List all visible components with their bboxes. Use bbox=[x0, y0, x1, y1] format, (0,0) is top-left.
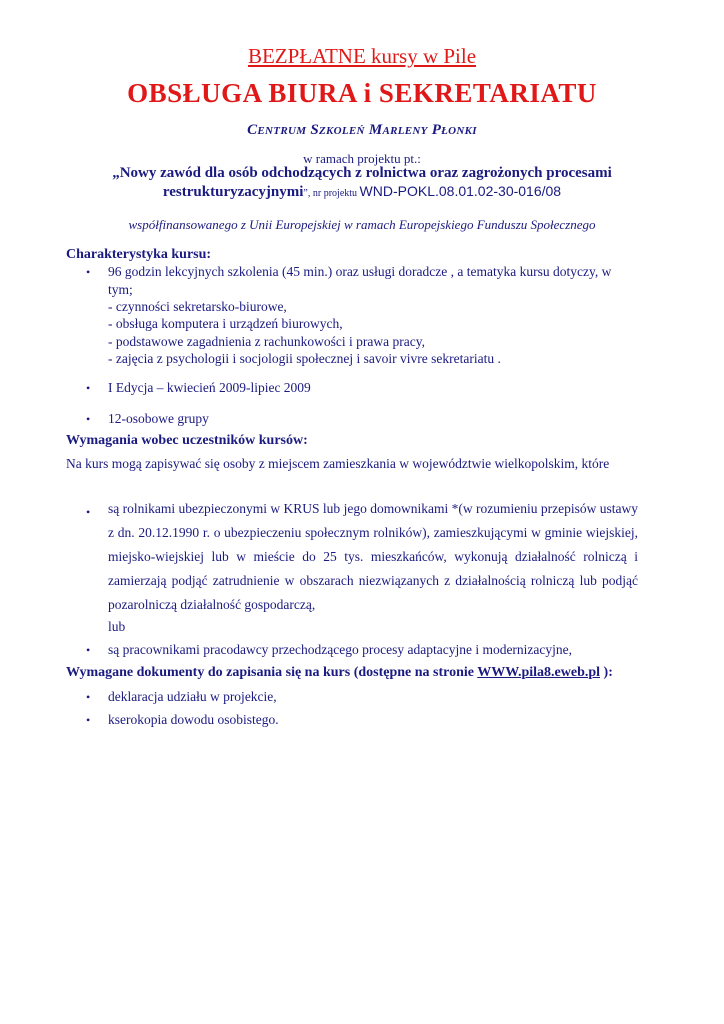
requirement-line: miejsko-wiejskiej lub w mieście do 25 tys. mieszkańców, wykonują działalność rolniczą i bbox=[108, 549, 638, 564]
section-heading-requirements: Wymagania wobec uczestników kursów: bbox=[66, 433, 308, 448]
or-separator: lub bbox=[108, 619, 126, 634]
project-number-label: nr projektu bbox=[310, 188, 360, 199]
bullet-icon: • bbox=[86, 412, 91, 426]
requirement-line: są rolnikami ubezpieczonymi w KRUS lub jego domownikami *(w rozumieniu przepisów ustawy bbox=[108, 501, 638, 516]
bullet-icon: • bbox=[86, 505, 91, 519]
cofinancing-note: współfinansowanego z Unii Europejskiej w ramach Europejskiego Funduszu Społecznego bbox=[128, 217, 596, 232]
documents-heading-text: Wymagane dokumenty do zapisania się na kurs (dostępne na stronie bbox=[66, 665, 478, 680]
bullet-icon: • bbox=[86, 381, 91, 395]
requirement-line: zamierzają podjąć zatrudnienie w obszarach niezwiązanych z działalnością rolniczą lub podjąć bbox=[108, 573, 638, 588]
topic-item: - podstawowe zagadnienia z rachunkowości i prawa pracy, bbox=[108, 334, 425, 349]
requirement-line: pozarolniczą działalność gospodarczą, bbox=[108, 597, 316, 612]
bullet-icon: • bbox=[86, 690, 91, 704]
project-title-line1: „Nowy zawód dla osób odchodzących z rolnictwa oraz zagrożonych procesami bbox=[112, 165, 612, 181]
project-title-line2-text: restrukturyzacyjnymi bbox=[162, 184, 304, 200]
project-number: WND-POKL.08.01.02-30-016/08 bbox=[359, 183, 562, 199]
project-quote-end: ”, bbox=[303, 188, 311, 199]
bullet-icon: • bbox=[86, 265, 91, 279]
requirement-line: z dn. 20.12.1990 r. o ubezpieczeniu społecznym rolników), zamieszkującymi w gminie wiejskiej, bbox=[108, 525, 638, 540]
bullet-icon: • bbox=[86, 713, 91, 727]
edition-info: I Edycja – kwiecień 2009-lipiec 2009 bbox=[108, 380, 311, 395]
requirements-intro: Na kurs mogą zapisywać się osoby z miejscem zamieszkania w województwie wielkopolskim, które bbox=[66, 456, 610, 471]
organizer-name: Centrum Szkoleń Marleny Płonki bbox=[247, 122, 477, 138]
document-item: kserokopia dowodu osobistego. bbox=[108, 712, 279, 727]
bullet-icon: • bbox=[86, 643, 91, 657]
project-title-line2 bbox=[0, 183, 724, 201]
course-hours-line1: 96 godzin lekcyjnych szkolenia (45 min.) oraz usługi doradcze , a tematyka kursu dotyczy, w bbox=[108, 264, 612, 279]
title-main: OBSŁUGA BIURA i SEKRETARIATU bbox=[127, 78, 597, 108]
topic-item: - czynności sekretarsko-biurowe, bbox=[108, 299, 287, 314]
requirement-employees: są pracownikami pracodawcy przechodzącego procesy adaptacyjne i modernizacyjne, bbox=[108, 642, 573, 657]
group-size-info: 12-osobowe grupy bbox=[108, 411, 209, 426]
website-link[interactable]: WWW.pila8.eweb.pl bbox=[477, 665, 601, 680]
title-top: BEZPŁATNE kursy w Pile bbox=[247, 44, 477, 68]
course-hours-line2: tym; bbox=[108, 282, 133, 297]
section-heading-documents bbox=[66, 665, 613, 681]
documents-heading-suffix: ): bbox=[600, 665, 613, 680]
document-item: deklaracja udziału w projekcie, bbox=[108, 689, 277, 704]
section-heading-course: Charakterystyka kursu: bbox=[66, 247, 212, 262]
project-intro: w ramach projektu pt.: bbox=[303, 151, 421, 166]
topic-item: - zajęcia z psychologii i socjologii społecznej i savoir vivre sekretariatu . bbox=[108, 351, 501, 366]
topic-item: - obsługa komputera i urządzeń biurowych, bbox=[108, 316, 343, 331]
